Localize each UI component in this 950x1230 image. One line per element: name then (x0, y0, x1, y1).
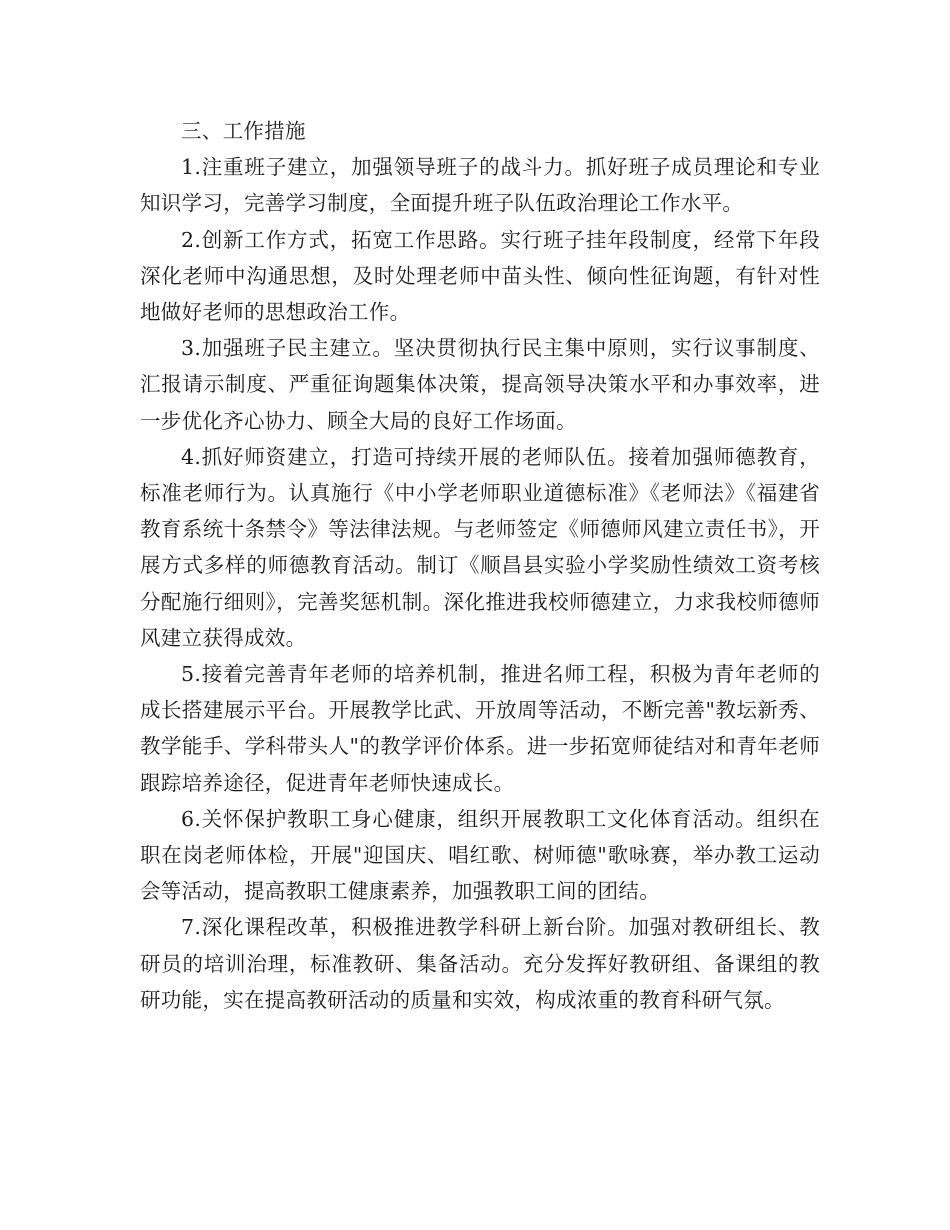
paragraph-6: 6.关怀保护教职工身心健康，组织开展教职工文化体育活动。组织在职在岗老师体检，开展"迎国庆、唱红歌、树师德"歌咏赛，举办教工运动会等活动，提高教职工健康素养，加强教职工间的团结。 (140, 806, 820, 904)
paragraph-1: 1.注重班子建立，加强领导班子的战斗力。抓好班子成员理论和专业知识学习，完善学习制度，全面提升班子队伍政治理论工作水平。 (140, 155, 820, 216)
paragraph-7: 7.深化课程改革，积极推进教学科研上新台阶。加强对教研组长、教研员的培训治理，标准教研、集备活动。充分发挥好教研组、备课组的教研功能，实在提高教研活动的质量和实效，构成浓重的教育科研气氛。 (140, 915, 820, 1012)
document-body (140, 113, 820, 1018)
paragraph-5: 5.接着完善青年老师的培养机制，推进名师工程，积极为青年老师的成长搭建展示平台。开展教学比武、开放周等活动，不断完善"教坛新秀、教学能手、学科带头人"的教学评价体系。进一步拓宽师徒结对和青年老师跟踪培养途径，促进青年老师快速成长。 (140, 662, 820, 795)
paragraph-3: 3.加强班子民主建立。坚决贯彻执行民主集中原则，实行议事制度、汇报请示制度、严重征询题集体决策，提高领导决策水平和办事效率，进一步优化齐心协力、顾全大局的良好工作场面。 (140, 336, 820, 433)
section-heading: 三、工作措施 (181, 119, 306, 143)
paragraph-4: 4.抓好师资建立，打造可持续开展的老师队伍。接着加强师德教育，标准老师行为。认真施行《中小学老师职业道德标准》《老师法》《福建省教育系统十条禁令》等法律法规。与老师签定《师德师风建立责任书》，开展方式多样的师德教育活动。制订《顺昌县实验小学奖励性绩效工资考核分配施行细则》，完善奖惩机制。深化推进我校师德建立，力求我校师德师风建立获得成效。 (140, 444, 820, 650)
paragraph-2: 2.创新工作方式，拓宽工作思路。实行班子挂年段制度，经常下年段深化老师中沟通思想，及时处理老师中苗头性、倾向性征询题，有针对性地做好老师的思想政治工作。 (140, 227, 820, 325)
